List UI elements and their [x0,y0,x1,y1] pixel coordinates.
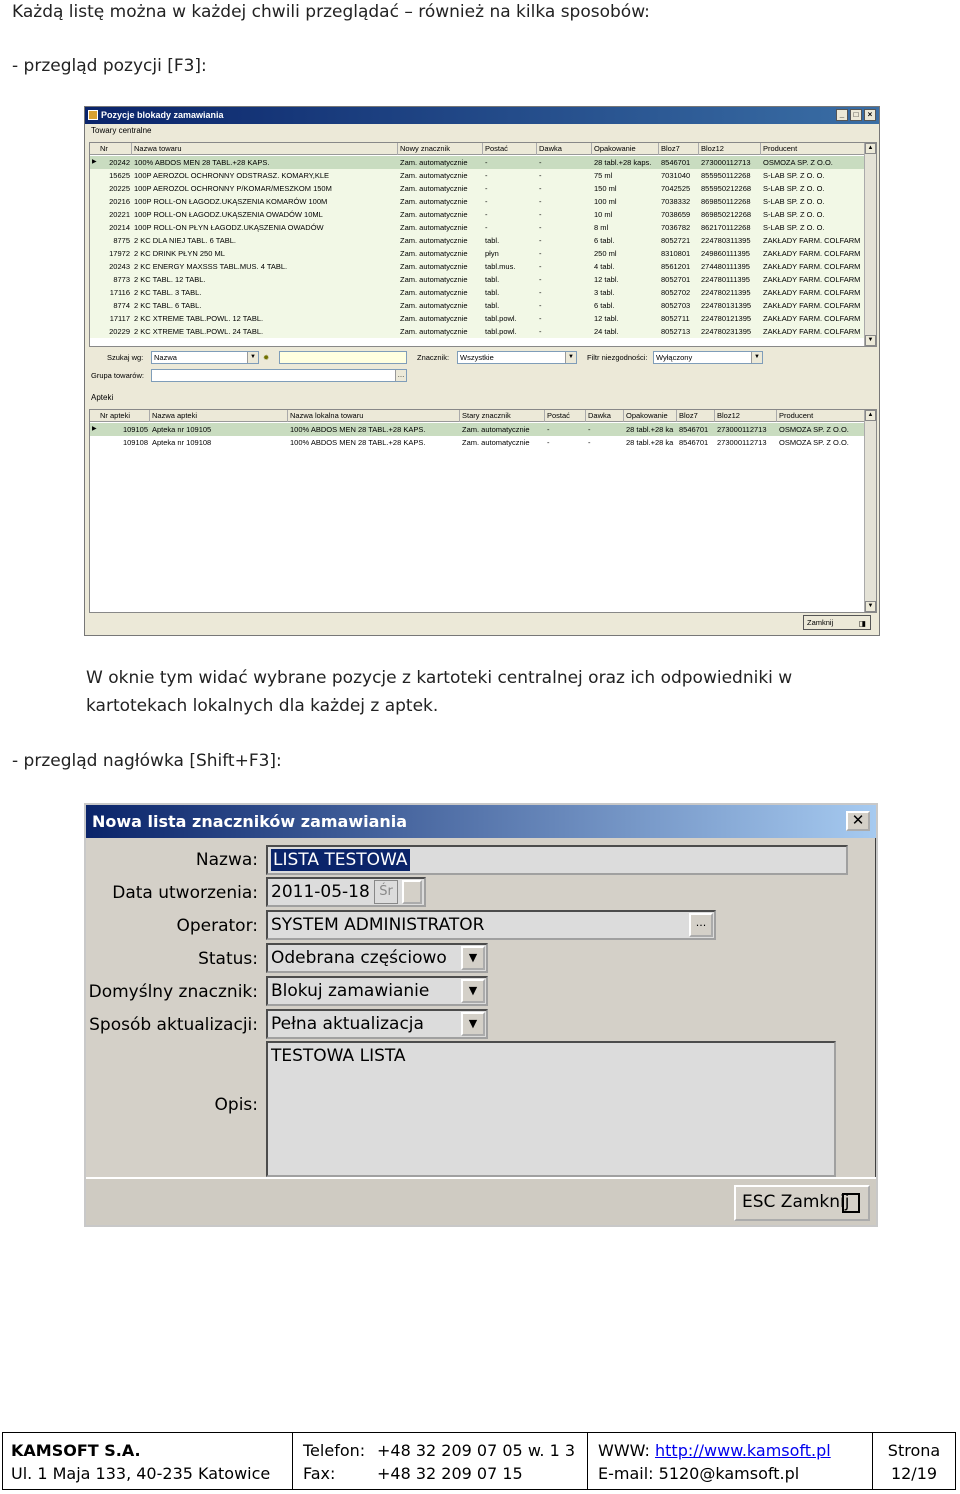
description-value: TESTOWA LISTA [271,1046,406,1066]
table-cell: 100% ABDOS MEN 28 TABL.+28 KAPS. [134,158,270,167]
table-cell: 100% ABDOS MEN 28 TABL.+28 KAPS. [290,438,426,447]
company-address: Ul. 1 Maja 133, 40-235 Katowice [11,1464,271,1483]
table-cell: 224780131395 [701,301,752,310]
table-cell: Zam. automatycznie [400,262,468,271]
footer-company-cell [3,1433,293,1489]
default-marker-label: Domyślny znacznik: [88,982,258,1002]
table-cell: 224780121395 [701,314,752,323]
table-cell: 2 KC ENERGY MAXSSS TABL.MUS. 4 TABL. [134,262,288,271]
table-cell: 28 tabl.+28 ka [626,438,674,447]
table-row[interactable] [90,156,866,169]
table-cell: OSMOZA SP. Z O.O. [763,158,833,167]
table-cell: 224780211395 [701,288,751,297]
table-cell: - [485,223,488,232]
table-cell: 20221 [109,210,130,219]
table-cell: 8546701 [679,425,709,434]
table-cell: ZAKŁADY FARM. COLFARM [763,236,861,245]
table-cell: 12 tabl. [594,275,619,284]
heading-f3: - przegląd pozycji [F3]: [12,56,207,76]
close-icon[interactable]: ✕ [846,811,870,831]
table-cell: 20242 [109,158,130,167]
table-cell: 100 ml [594,197,617,206]
lightbulb-icon[interactable]: ✹ [263,353,270,362]
table-cell: ZAKŁADY FARM. COLFARM [763,249,861,258]
table-cell: 109105 [122,425,148,434]
close-button-label: Zamknij [807,618,834,627]
table-cell: - [539,197,542,206]
column-header[interactable]: Postać [483,143,537,155]
chevron-down-icon[interactable]: ▼ [565,352,576,363]
intro-text: Każdą listę można w każdej chwili przeglądać – również na kilka sposobów: [12,2,650,22]
table-row[interactable] [90,286,866,299]
table-row[interactable] [90,325,866,338]
chevron-down-icon[interactable]: ▼ [461,979,485,1003]
table-cell: 273000112713 [717,425,767,434]
search-by-label: Szukaj wg: [107,353,144,362]
table-cell: 8773 [113,275,130,284]
exit-door-icon [842,1193,860,1213]
table-cell: - [547,438,550,447]
footer-contact-cell [293,1433,588,1489]
table-cell: tabl.mus. [485,262,516,271]
creation-date-field[interactable] [266,877,426,907]
table-cell: 7038332 [661,197,691,206]
table-cell: - [485,171,488,180]
table-cell: - [588,425,591,434]
scroll-up-icon[interactable]: ▲ [865,410,876,421]
table-cell: 2 KC TABL. 6 TABL. [134,301,202,310]
table-cell: 2 KC DRINK PŁYN 250 ML [134,249,225,258]
table-cell: 6 tabl. [594,236,615,245]
column-header[interactable]: Dawka [586,410,624,422]
row-pointer-icon: ▶ [92,426,97,432]
table-cell: 274480111395 [701,262,750,271]
mismatch-filter-label: Filtr niezgodności: [587,353,648,362]
dialog-bottom-bar [86,1177,876,1225]
table-row[interactable] [90,423,866,436]
table-cell: 224780231395 [701,327,752,336]
table-cell: ZAKŁADY FARM. COLFARM [763,288,861,297]
table-cell: 224780111395 [701,275,750,284]
mismatch-filter-select[interactable] [653,351,763,364]
table-cell: 4 tabl. [594,262,615,271]
table-cell: 862170112268 [701,223,751,232]
table-cell: 2 KC XTREME TABL.POWL. 24 TABL. [134,327,264,336]
column-header[interactable]: Bloz12 [699,143,761,155]
chevron-down-icon[interactable]: ▼ [751,352,762,363]
scroll-down-icon[interactable]: ▼ [865,601,876,612]
table-cell: 7031040 [661,171,691,180]
table-row[interactable] [90,195,866,208]
weekday-badge: Śr [374,880,398,904]
table-cell: Zam. automatycznie [462,438,530,447]
phone-label: Telefon: [303,1441,366,1460]
table-cell: płyn [485,249,499,258]
www-label: WWW: [598,1441,650,1460]
table-cell: ZAKŁADY FARM. COLFARM [763,301,861,310]
table-cell: 100P ROLL-ON PŁYN ŁAGODZ.UKĄSZENIA OWADÓW [134,223,324,232]
column-header[interactable]: Nr apteki [98,410,150,422]
scroll-down-icon[interactable]: ▼ [865,335,876,346]
operator-label: Operator: [176,916,258,936]
table-scrollbar[interactable] [864,143,876,346]
default-marker-value: Blokuj zamawianie [271,981,430,1001]
table-header [90,143,866,155]
table-cell: Zam. automatycznie [400,236,468,245]
table-cell: - [547,425,550,434]
fax-label: Fax: [303,1464,336,1483]
table-row[interactable] [90,221,866,234]
table-cell: 8052711 [661,314,690,323]
table-cell: Zam. automatycznie [400,223,468,232]
table-cell: - [588,438,591,447]
table-cell: 20243 [109,262,130,271]
table-cell: - [539,288,542,297]
table-cell: 8774 [113,301,130,310]
search-by-select[interactable] [151,351,259,364]
table-header [90,410,866,422]
table-cell: 224780311395 [701,236,751,245]
table-cell: - [539,275,542,284]
table-cell: 150 ml [594,184,617,193]
table-cell: 2 KC TABL. 3 TABL. [134,288,202,297]
table-cell: - [539,223,542,232]
column-header[interactable]: Dawka [537,143,592,155]
table-cell: ZAKŁADY FARM. COLFARM [763,327,861,336]
table-cell: 15625 [109,171,130,180]
column-header[interactable]: Stary znacznik [460,410,545,422]
company-name: KAMSOFT S.A. [11,1441,141,1460]
table-cell: Zam. automatycznie [400,314,468,323]
table-row[interactable] [90,312,866,325]
column-header[interactable]: Bloz7 [677,410,715,422]
table-cell: 10 ml [594,210,613,219]
table-row[interactable] [90,169,866,182]
calendar-icon[interactable] [402,880,422,904]
table-cell: Zam. automatycznie [400,249,468,258]
search-by-value: Nazwa [154,353,177,362]
table-cell: ZAKŁADY FARM. COLFARM [763,262,861,271]
table-cell: 20216 [109,197,130,206]
central-goods-table[interactable] [89,142,877,347]
email-text: E-mail: 5120@kamsoft.pl [598,1464,800,1483]
table-cell: 8052701 [661,275,691,284]
table-cell: 7042525 [661,184,691,193]
table-cell: 8546701 [661,158,691,167]
goods-group-field[interactable] [151,369,407,382]
table-cell: - [485,158,488,167]
table-cell: tabl. [485,288,500,297]
table-cell: tabl.powl. [485,327,517,336]
table-cell: - [539,314,542,323]
status-value: Odebrana częściowo [271,948,447,968]
goods-group-label: Grupa towarów: [91,371,144,380]
search-input[interactable] [279,351,407,364]
column-header[interactable]: Bloz12 [715,410,777,422]
table-cell: 100% ABDOS MEN 28 TABL.+28 KAPS. [290,425,426,434]
table-cell: S-LAB SP. Z O. O. [763,210,825,219]
table-cell: - [539,210,542,219]
table-row[interactable] [90,247,866,260]
table-cell: 8052702 [661,288,691,297]
heading-shift-f3: - przegląd nagłówka [Shift+F3]: [12,751,282,771]
table-cell: 8052713 [661,327,691,336]
description-textarea[interactable] [266,1041,836,1177]
app-icon [88,110,98,120]
table-cell: 3 tabl. [594,288,615,297]
table-cell: S-LAB SP. Z O. O. [763,223,825,232]
window-title: Pozycje blokady zamawiania [101,110,224,120]
table-cell: 869850212268 [701,210,752,219]
table-cell: Zam. automatycznie [462,425,530,434]
update-mode-select[interactable] [266,1009,488,1039]
minimize-icon[interactable]: _ [836,109,848,121]
blockade-positions-window [84,106,880,636]
table-cell: 7036782 [661,223,691,232]
fax-number: +48 32 209 07 15 [377,1464,523,1483]
table-cell: S-LAB SP. Z O. O. [763,184,825,193]
table-cell: 28 tabl.+28 kaps. [594,158,652,167]
new-marker-list-window [84,803,878,1227]
table-cell: 8 ml [594,223,609,232]
default-marker-select[interactable] [266,976,488,1006]
table-cell: 8561201 [661,262,691,271]
status-label: Status: [198,949,258,969]
update-mode-label: Sposób aktualizacji: [89,1015,258,1035]
table-cell: - [539,262,542,271]
close-icon[interactable]: × [864,109,876,121]
table-cell: Zam. automatycznie [400,171,468,180]
column-header[interactable]: Bloz7 [659,143,699,155]
table-cell: - [539,249,542,258]
table-cell: 855950112268 [701,171,751,180]
table-cell: 100P ROLL-ON ŁAGODZ.UKĄSZENIA KOMARÓW 100M [134,197,328,206]
table-cell: 2 KC TABL. 12 TABL. [134,275,206,284]
table-row[interactable] [90,436,866,449]
table-cell: - [485,184,488,193]
table-cell: 28 tabl.+28 ka [626,425,674,434]
column-header[interactable]: Opakowanie [592,143,659,155]
table-cell: 7038659 [661,210,691,219]
table-cell: 17972 [109,249,130,258]
page-label: Strona [887,1441,941,1460]
marker-label: Znacznik: [417,353,450,362]
column-header[interactable]: Postać [545,410,586,422]
table-cell: 8052721 [661,236,691,245]
description-label: Opis: [214,1095,258,1115]
table-cell: 109108 [122,438,148,447]
table-cell: S-LAB SP. Z O. O. [763,197,825,206]
marker-select[interactable] [457,351,577,364]
esc-close-label: ESC Zamknij [742,1192,850,1212]
table-row[interactable] [90,299,866,312]
table-cell: 869850112268 [701,197,751,206]
table-cell: tabl. [485,236,500,245]
table-cell: 100P AEROZOL OCHRONNY ODSTRASZ. KOMARY,KLE [134,171,330,180]
table-row[interactable] [90,182,866,195]
table-cell: - [539,158,542,167]
creation-date-value: 2011-05-18 [271,882,370,902]
description-line-2: kartotekach lokalnych dla każdej z aptek. [86,696,439,716]
table-cell: 24 tabl. [594,327,619,336]
column-header[interactable]: Nazwa lokalna towaru [288,410,460,422]
ellipsis-icon[interactable]: ... [689,913,713,937]
table-cell: Zam. automatycznie [400,210,468,219]
table-row[interactable] [90,273,866,286]
table-cell: OSMOZA SP. Z O.O. [779,438,849,447]
table-cell: 12 tabl. [594,314,619,323]
table-cell: 17116 [109,288,130,297]
table-cell: Zam. automatycznie [400,275,468,284]
operator-value: SYSTEM ADMINISTRATOR [271,915,485,935]
table-cell: 249860111395 [701,249,750,258]
creation-date-label: Data utworzenia: [112,883,258,903]
column-header[interactable]: Opakowanie [624,410,677,422]
close-button[interactable] [803,615,871,630]
table-cell: 20229 [109,327,130,336]
table-cell: - [485,197,488,206]
table-cell: 273000112713 [701,158,751,167]
table-cell: 8052703 [661,301,691,310]
table-cell: 8310801 [661,249,691,258]
table-cell: 8775 [113,236,130,245]
table-cell: - [539,184,542,193]
table-cell: tabl. [485,275,500,284]
table-cell: Zam. automatycznie [400,327,468,336]
window-titlebar [85,107,879,124]
table-cell: S-LAB SP. Z O. O. [763,171,825,180]
table-scrollbar[interactable] [864,410,876,612]
table-cell: - [539,171,542,180]
table-cell: 20214 [109,223,130,232]
table-cell: 20225 [109,184,130,193]
page-footer [2,1432,956,1490]
exit-door-icon: ◨ [858,619,866,628]
table-cell: - [539,301,542,310]
column-header[interactable]: Producent [777,410,866,422]
column-header[interactable]: Producent [761,143,866,155]
maximize-icon[interactable]: □ [850,109,862,121]
table-cell: 75 ml [594,171,613,180]
central-goods-label: Towary centralne [91,126,152,135]
page-number: 12/19 [890,1464,938,1483]
scroll-up-icon[interactable]: ▲ [865,143,876,154]
column-header[interactable]: Nazwa towaru [132,143,398,155]
chevron-down-icon[interactable]: ▼ [461,946,485,970]
table-cell: tabl. [485,301,500,310]
description-line-1: W oknie tym widać wybrane pozycje z kartoteki centralnej oraz ich odpowiedniki w [86,668,793,688]
name-value: LISTA TESTOWA [273,850,408,870]
table-cell: OSMOZA SP. Z O.O. [779,425,849,434]
table-cell: Apteka nr 109108 [152,438,212,447]
table-cell: ZAKŁADY FARM. COLFARM [763,275,861,284]
table-cell: - [539,236,542,245]
table-cell: 8546701 [679,438,709,447]
table-cell: Zam. automatycznie [400,184,468,193]
table-cell: 6 tabl. [594,301,615,310]
esc-close-button[interactable] [734,1185,870,1221]
operator-field[interactable] [266,910,716,940]
pharmacies-label: Apteki [91,393,114,402]
table-cell: 17117 [109,314,130,323]
window-titlebar [86,805,876,838]
name-label: Nazwa: [195,850,258,870]
table-row[interactable] [90,260,866,273]
table-cell: 250 ml [594,249,617,258]
table-cell: Zam. automatycznie [400,197,468,206]
table-cell: 2 KC DLA NIEJ TABL. 6 TABL. [134,236,236,245]
phone-number: +48 32 209 07 05 w. 1 3 [377,1441,576,1460]
table-cell: Apteka nr 109105 [152,425,212,434]
chevron-down-icon[interactable]: ▼ [247,352,258,363]
table-cell: 855950212268 [701,184,752,193]
footer-web-cell [588,1433,873,1489]
table-cell: Zam. automatycznie [400,301,468,310]
table-cell: tabl.powl. [485,314,517,323]
table-row[interactable] [90,208,866,221]
table-row[interactable] [90,234,866,247]
update-mode-value: Pełna aktualizacja [271,1014,424,1034]
mismatch-filter-value: Wyłączony [656,353,693,362]
table-cell: 273000112713 [717,438,767,447]
window-title: Nowa lista znaczników zamawiania [92,812,408,831]
status-select[interactable] [266,943,488,973]
table-cell: Zam. automatycznie [400,288,468,297]
marker-value: Wszystkie [460,353,494,362]
column-header[interactable]: Nr [98,143,132,155]
table-cell: Zam. automatycznie [400,158,468,167]
table-cell: 2 KC XTREME TABL.POWL. 12 TABL. [134,314,264,323]
footer-page-cell [873,1433,955,1489]
column-header[interactable]: Nowy znacznik [398,143,483,155]
table-cell: 100P AEROZOL OCHRONNY P/KOMAR/MESZKOM 150M [134,184,332,193]
table-cell: - [539,327,542,336]
name-field[interactable] [266,845,848,875]
table-cell: 100P ROLL-ON ŁAGODZ.UKĄSZENIA OWADÓW 10ML [134,210,323,219]
row-pointer-icon: ▶ [92,159,97,165]
column-header[interactable]: Nazwa apteki [150,410,288,422]
website-link[interactable]: http://www.kamsoft.pl [655,1441,831,1460]
pharmacies-table[interactable] [89,409,877,613]
table-cell: - [485,210,488,219]
chevron-down-icon[interactable]: ▼ [461,1012,485,1036]
ellipsis-icon[interactable]: … [395,370,406,381]
table-cell: ZAKŁADY FARM. COLFARM [763,314,861,323]
